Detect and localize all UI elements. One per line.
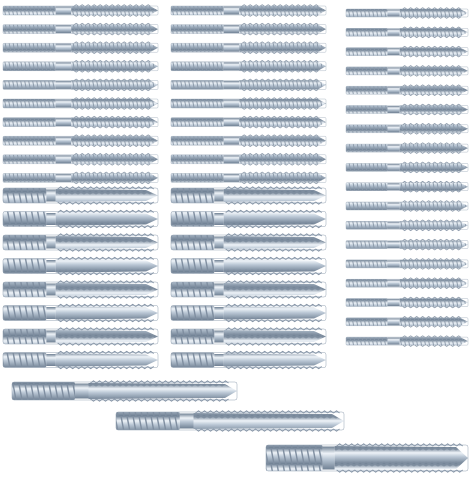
bolt-long-thin xyxy=(171,23,326,35)
bolt-loose-large xyxy=(116,411,344,431)
bolt-long-thin xyxy=(346,85,468,96)
bolt-long-thin xyxy=(3,172,158,184)
bolt-short-thick xyxy=(171,234,326,251)
bolt-short-thick xyxy=(171,210,326,227)
bolt-long-thin xyxy=(171,135,326,147)
bolt-long-thin xyxy=(3,23,158,35)
bolt-long-thin xyxy=(346,297,468,308)
bolt-long-thin xyxy=(346,66,468,77)
bolt-long-thin xyxy=(346,181,468,192)
bolt-short-thick xyxy=(3,257,158,274)
bolt-short-thick xyxy=(171,328,326,345)
bolt-long-thin xyxy=(171,154,326,166)
bolt-group xyxy=(3,5,468,473)
bolt-long-thin xyxy=(346,143,468,154)
bolt-long-thin xyxy=(3,42,158,54)
bolt-long-thin xyxy=(3,61,158,73)
bolt-long-thin xyxy=(346,239,468,250)
bolt-long-thin xyxy=(346,162,468,173)
bolt-short-thick xyxy=(171,187,326,204)
bolt-long-thin xyxy=(3,98,158,110)
bolt-short-thick xyxy=(171,281,326,298)
bolt-long-thin xyxy=(171,5,326,17)
bolt-long-thin xyxy=(346,220,468,231)
bolt-short-thick xyxy=(171,257,326,274)
bolt-long-thin xyxy=(171,61,326,73)
bolt-short-thick xyxy=(171,351,326,368)
bolt-long-thin xyxy=(171,172,326,184)
bolt-long-thin xyxy=(3,154,158,166)
bolt-short-thick xyxy=(3,234,158,251)
bolt-long-thin xyxy=(3,79,158,91)
bolt-short-thick xyxy=(3,210,158,227)
bolt-long-thin xyxy=(346,46,468,57)
bolt-long-thin xyxy=(346,8,468,19)
bolt-short-thick xyxy=(171,304,326,321)
bolt-long-thin xyxy=(346,336,468,347)
bolt-long-thin xyxy=(346,27,468,38)
bolt-long-thin xyxy=(346,104,468,115)
bolt-long-thin xyxy=(346,201,468,212)
bolt-long-thin xyxy=(171,116,326,128)
bolt-short-thick xyxy=(3,304,158,321)
bolt-loose-large xyxy=(266,444,468,472)
bolt-long-thin xyxy=(3,5,158,17)
bolt-long-thin xyxy=(171,42,326,54)
bolt-long-thin xyxy=(171,98,326,110)
bolt-short-thick xyxy=(3,328,158,345)
bolt-long-thin xyxy=(3,116,158,128)
bolt-short-thick xyxy=(3,351,158,368)
bolt-long-thin xyxy=(346,317,468,328)
bolt-long-thin xyxy=(346,259,468,270)
bolt-short-thick xyxy=(3,281,158,298)
bolt-long-thin xyxy=(346,278,468,289)
bolt-long-thin xyxy=(3,135,158,147)
bolt-loose-large xyxy=(12,381,237,401)
bolt-short-thick xyxy=(3,187,158,204)
bolt-long-thin xyxy=(346,124,468,135)
bolt-long-thin xyxy=(171,79,326,91)
